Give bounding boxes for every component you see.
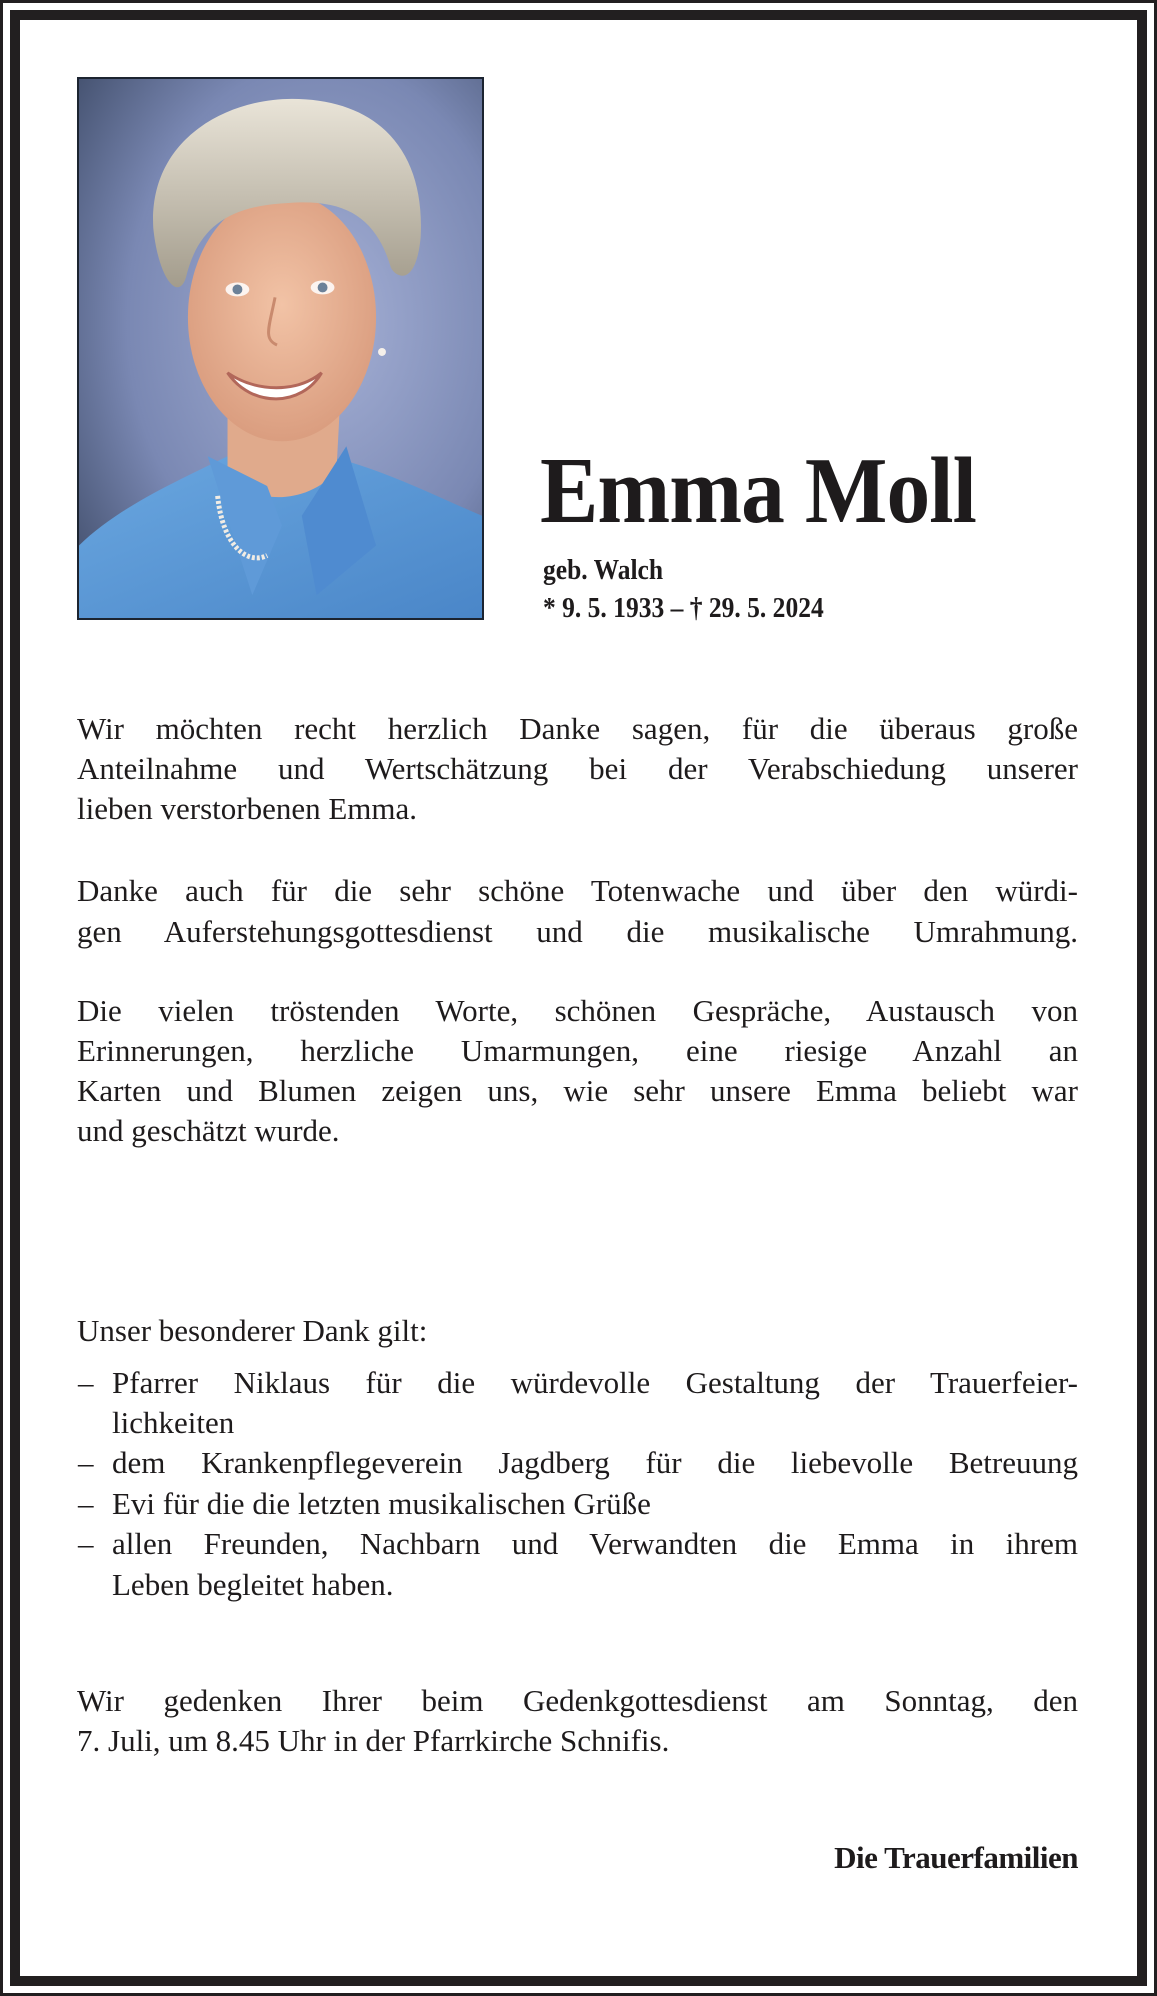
text-line: lieben verstorbenen Emma. [77,791,418,826]
list-dash: – [78,1365,94,1400]
text-line: 7. Juli, um 8.45 Uhr in der Pfarrkirche Schnifis. [77,1723,670,1758]
portrait-face [188,193,376,441]
portrait-photo [77,77,484,620]
list-dash: – [78,1486,94,1521]
portrait-illustration [79,79,482,618]
text-line: und geschätzt wurde. [77,1113,340,1148]
maiden-name: geb. Walch [543,554,664,586]
text-line: Erinnerungen, herzliche Umarmungen, eine riesige Anzahl an [77,1033,1078,1068]
text-line: Wir möchten recht herzlich Danke sagen, für die überaus große [77,711,1078,746]
signature: Die Trauerfamilien [834,1840,1078,1875]
text-line: Danke auch für die sehr schöne Totenwache und über den würdi- [77,873,1078,908]
deceased-name: Emma Moll [540,439,976,543]
list-item-text: dem Krankenpflegeverein Jagdberg für die liebevolle Betreuung [112,1445,1078,1480]
special-thanks-intro: Unser besonderer Dank gilt: [77,1313,428,1348]
list-item-text: Pfarrer Niklaus für die würdevolle Gestaltung der Trauerfeier- [112,1365,1078,1400]
list-item-text: lichkeiten [112,1405,235,1440]
portrait-right-iris [318,282,328,292]
text-line: Die vielen tröstenden Worte, schönen Gespräche, Austausch von [77,993,1078,1028]
list-item-text: Leben begleitet haben. [112,1567,394,1602]
list-dash: – [78,1526,94,1561]
list-dash: – [78,1445,94,1480]
text-line: Wir gedenken Ihrer beim Gedenkgottesdienst am Sonntag, den [77,1683,1078,1718]
text-line: gen Auferstehungsgottesdienst und die musikalische Umrahmung. [77,914,1078,949]
text-line: Anteilnahme und Wertschätzung bei der Verabschiedung unserer [77,751,1078,786]
text-line: Karten und Blumen zeigen uns, wie sehr unsere Emma beliebt war [77,1073,1078,1108]
list-item-text: Evi für die die letzten musikalischen Grüße [112,1486,651,1521]
life-dates: * 9. 5. 1933 – † 29. 5. 2024 [543,592,824,624]
portrait-earring [378,348,386,356]
portrait-left-iris [232,284,242,294]
list-item-text: allen Freunden, Nachbarn und Verwandten die Emma in ihrem [112,1526,1078,1561]
